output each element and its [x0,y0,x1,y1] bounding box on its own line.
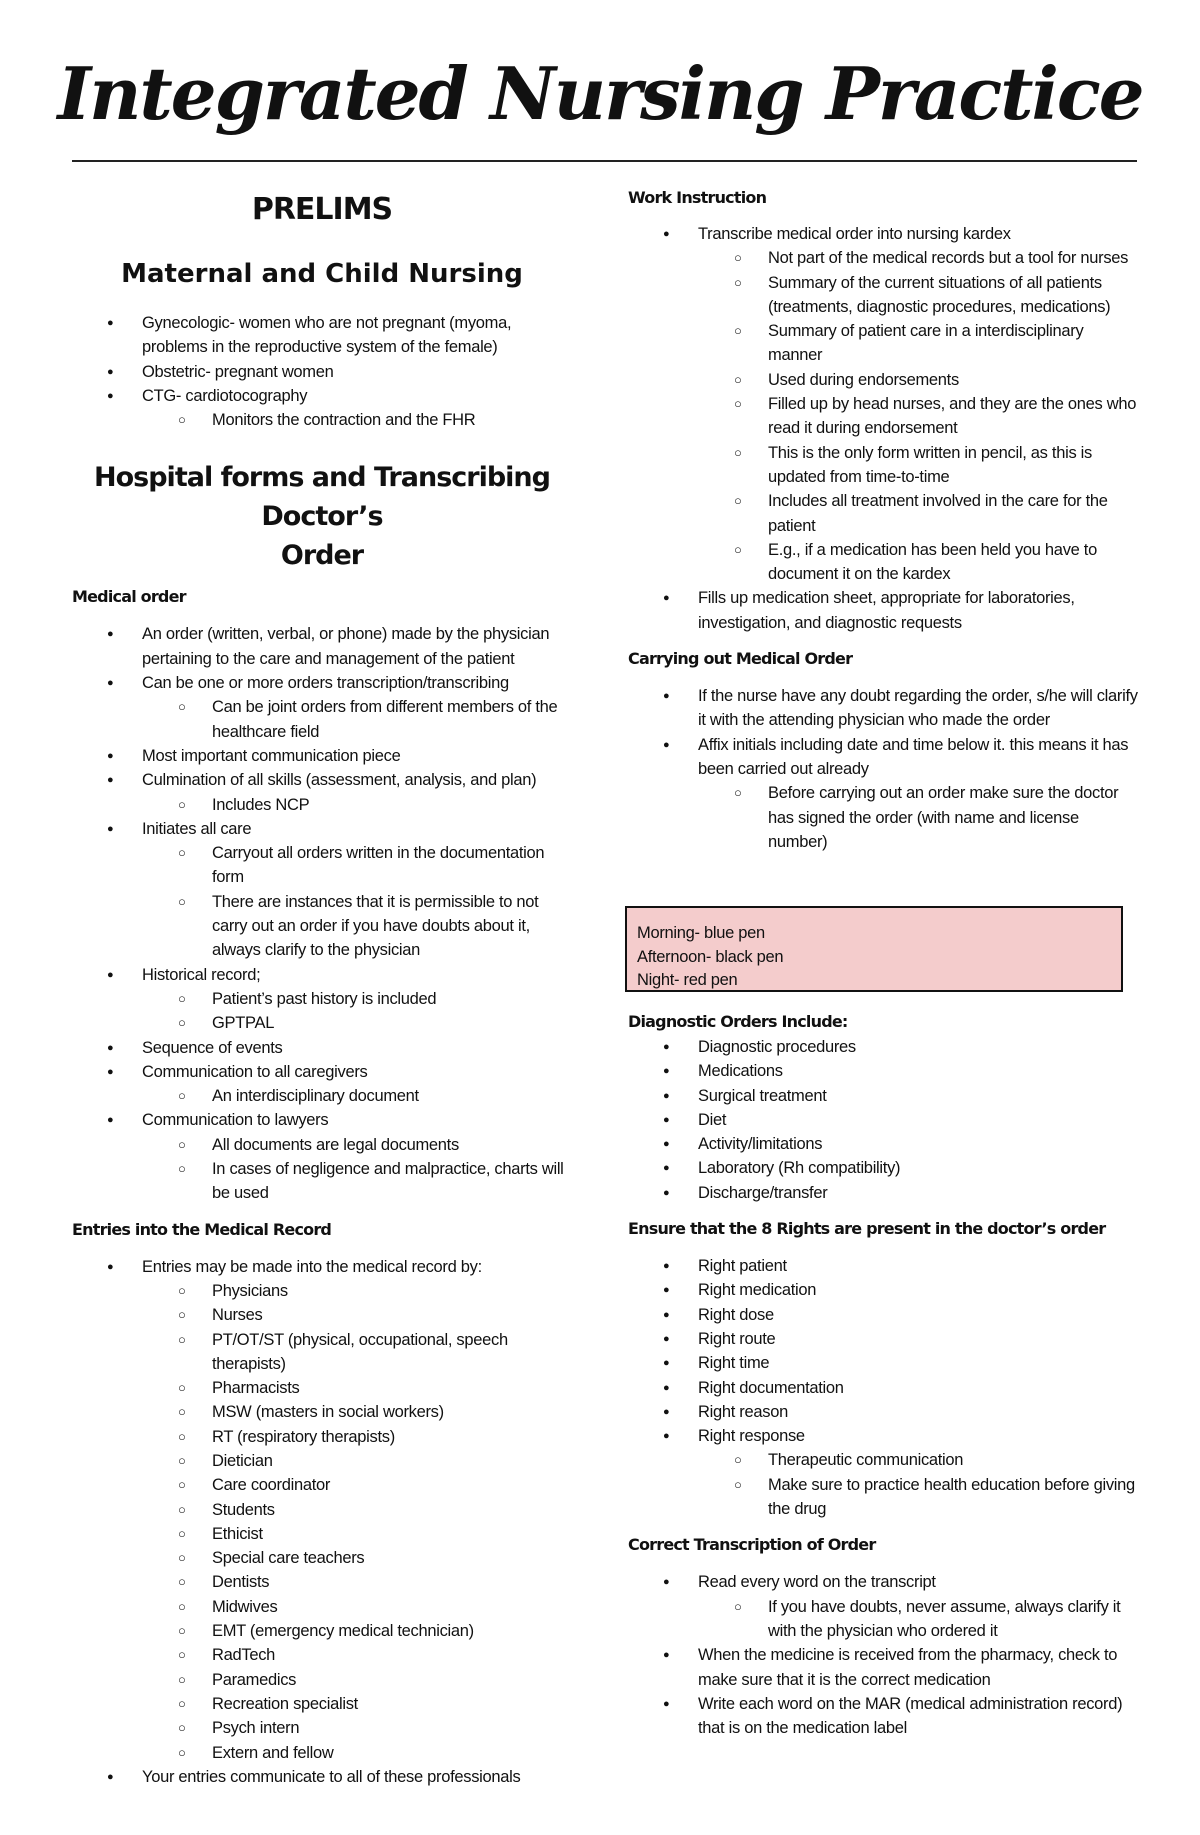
list-item: ○ Extern and fellow [72,1741,572,1765]
callout-line: Afternoon- black pen [637,947,784,966]
list-item: ● Historical record; ○ Patient’s past history is included ○ GPTPAL [72,963,572,1036]
list-item: ● An order (written, verbal, or phone) made by the physician pertaining to the care and management of the patient [72,622,572,671]
list-item: ○ Dietician [72,1449,572,1473]
left-column [72,178,572,1789]
list-item: ● Communication to all caregivers ○ An interdisciplinary document [72,1060,572,1109]
list-item: ○ Includes NCP [72,793,572,817]
list-item: ● Diagnostic procedures [628,1035,1140,1059]
medical-order-heading: Medical order [72,587,186,607]
list-item: ○ Pharmacists [72,1376,572,1400]
list-item: ● Right patient [628,1254,1140,1278]
list-item: ● Right response ○ Therapeutic communication ○ Make sure to practice health education before giving the drug [628,1424,1140,1521]
list-item: ○ Midwives [72,1595,572,1619]
list-item: ○ Recreation specialist [72,1692,572,1716]
list-item: ○ GPTPAL [72,1011,572,1035]
list-item: ○ Patient’s past history is included [72,987,572,1011]
list-item: ○ RadTech [72,1643,572,1667]
list-item: ● Surgical treatment [628,1084,1140,1108]
title-divider [72,160,1137,162]
correct-transcription-heading: Correct Transcription of Order [628,1535,876,1555]
list-item: ○ Paramedics [72,1668,572,1692]
list-item: ○ There are instances that it is permissible to not carry out an order if you have doubts about it, always clarify to the physician [72,890,572,963]
list-item: ○ Students [72,1498,572,1522]
list-item: ○ Carryout all orders written in the documentation form [72,841,572,890]
list-item: ○ An interdisciplinary document [72,1084,572,1108]
maternal-child-list [72,311,572,432]
list-item: ○ Special care teachers [72,1546,572,1570]
list-item: ● Right reason [628,1400,1140,1424]
list-item: ○ Summary of the current situations of all patients (treatments, diagnostic procedures, medications) [628,271,1140,320]
list-item: ● Initiates all care ○ Carryout all orders written in the documentation form ○ There are instances that it is permissible to not carry out an order if you have doubts about it, always clarify to the physician [72,817,572,963]
list-item: ● Affix initials including date and time below it. this means it has been carried out already ○ Before carrying out an order make sure the doctor has signed the order (with name and license number) [628,733,1140,854]
work-instruction-heading: Work Instruction [628,188,767,207]
list-item: ● CTG- cardiotocography ○ Monitors the contraction and the FHR [72,384,572,433]
correct-transcription-list [628,1570,1140,1740]
list-item: ● Most important communication piece [72,744,572,768]
list-item: ● Your entries communicate to all of these professionals [72,1765,572,1789]
prelims-heading: PRELIMS [251,192,393,227]
list-item: ○ Used during endorsements [628,368,1140,392]
pen-color-callout [625,906,1123,992]
list-item: ○ RT (respiratory therapists) [72,1425,572,1449]
work-instruction-list [628,222,1140,635]
list-item: ○ MSW (masters in social workers) [72,1400,572,1424]
list-item: ○ Physicians [72,1279,572,1303]
list-item: ● Fills up medication sheet, appropriate for laboratories, investigation, and diagnostic requests [628,586,1140,635]
entries-heading: Entries into the Medical Record [72,1219,332,1239]
list-item: ● Right medication [628,1278,1140,1302]
carrying-out-list [628,684,1140,854]
list-item: ● Laboratory (Rh compatibility) [628,1156,1140,1180]
list-item: ○ PT/OT/ST (physical, occupational, speech therapists) [72,1328,572,1377]
list-item: ● Entries may be made into the medical record by: ○ Physicians ○ Nurses ○ PT/OT/ST (physical, occupational, speech therapists) ○ Pharmacists ○ MSW (masters in social workers) ○ RT (respiratory therapists) ○ Dietician ○ Care coordinator ○ Students ○ Ethicist ○ Special care teachers ○ Dentists ○ Midwives ○ EMT (emergency medical technician) ○ RadTech ○ Paramedics ○ Recreation specialist ○ Psych intern ○ Extern and fellow [72,1255,572,1765]
list-item: ● Transcribe medical order into nursing kardex ○ Not part of the medical records but a tool for nurses ○ Summary of the current situations of all patients (treatments, diagnostic procedures, medications) ○ Summary of patient care in a interdisciplinary manner ○ Used during endorsements ○ Filled up by head nurses, and they are the ones who read it during endorsement ○ This is the only form written in pencil, as this is updated from time-to-time ○ Includes all treatment involved in the care for the patient ○ E.g., if a medication has been held you have to document it on the kardex [628,222,1140,586]
list-item: ○ This is the only form written in pencil, as this is updated from time-to-time [628,441,1140,490]
list-item: ● Right dose [628,1303,1140,1327]
list-item: ● Medications [628,1059,1140,1083]
list-item: ○ Includes all treatment involved in the care for the patient [628,489,1140,538]
list-item: ○ Not part of the medical records but a tool for nurses [628,246,1140,270]
list-item: ○ All documents are legal documents [72,1133,572,1157]
carrying-out-heading: Carrying out Medical Order [628,649,853,669]
list-item: ● Right route [628,1327,1140,1351]
entries-list [72,1255,572,1790]
list-item: ○ Monitors the contraction and the FHR [72,408,572,432]
list-item: ○ In cases of negligence and malpractice, charts will be used [72,1157,572,1206]
medical-order-list [72,622,572,1205]
list-item: ○ Ethicist [72,1522,572,1546]
right-column [628,178,1140,854]
list-item: ○ Can be joint orders from different members of the healthcare field [72,695,572,744]
list-item: ○ E.g., if a medication has been held you have to document it on the kardex [628,538,1140,587]
eight-rights-list [628,1254,1140,1521]
list-item: ● Write each word on the MAR (medical administration record) that is on the medication label [628,1692,1140,1741]
list-item: ○ Make sure to practice health education before giving the drug [628,1473,1140,1522]
list-item: ● Obstetric- pregnant women [72,360,572,384]
eight-rights-heading: Ensure that the 8 Rights are present in the doctor’s order [628,1219,1106,1239]
diagnostic-orders-heading: Diagnostic Orders Include: [628,1012,848,1031]
page-title: Integrated Nursing Practice [57,51,1143,136]
list-item: ● Gynecologic- women who are not pregnant (myoma, problems in the reproductive system of the female) [72,311,572,360]
list-item: ○ Care coordinator [72,1473,572,1497]
maternal-child-heading: Maternal and Child Nursing [121,259,523,289]
list-item: ○ Filled up by head nurses, and they are the ones who read it during endorsement [628,392,1140,441]
list-item: ○ If you have doubts, never assume, always clarify it with the physician who ordered it [628,1595,1140,1644]
callout-line: Morning- blue pen [637,924,765,942]
list-item: ○ EMT (emergency medical technician) [72,1619,572,1643]
list-item: ● Sequence of events [72,1036,572,1060]
list-item: ● Right time [628,1351,1140,1375]
list-item: ● Activity/limitations [628,1132,1140,1156]
list-item: ○ Nurses [72,1303,572,1327]
list-item: ● Right documentation [628,1376,1140,1400]
list-item: ● Communication to lawyers ○ All documents are legal documents ○ In cases of negligence and malpractice, charts will be used [72,1108,572,1205]
diagnostic-orders-list [628,1035,1140,1205]
list-item: ● Can be one or more orders transcription/transcribing ○ Can be joint orders from different members of the healthcare field [72,671,572,744]
list-item: ○ Before carrying out an order make sure the doctor has signed the order (with name and license number) [628,781,1140,854]
list-item: ○ Psych intern [72,1716,572,1740]
list-item: ● Read every word on the transcript ○ If you have doubts, never assume, always clarify it with the physician who ordered it [628,1570,1140,1643]
list-item: ○ Dentists [72,1570,572,1594]
list-item: ○ Summary of patient care in a interdisciplinary manner [628,319,1140,368]
list-item: ● Culmination of all skills (assessment, analysis, and plan) ○ Includes NCP [72,768,572,817]
list-item: ● Diet [628,1108,1140,1132]
hospital-forms-heading: Hospital forms and Transcribing Doctor’s Order [94,462,550,572]
list-item: ○ Therapeutic communication [628,1448,1140,1472]
callout-line: Night- red pen [637,971,738,989]
right-column-lower [628,1012,1140,1740]
list-item: ● Discharge/transfer [628,1181,1140,1205]
list-item: ● When the medicine is received from the pharmacy, check to make sure that it is the correct medication [628,1643,1140,1692]
list-item: ● If the nurse have any doubt regarding the order, s/he will clarify it with the attending physician who made the order [628,684,1140,733]
